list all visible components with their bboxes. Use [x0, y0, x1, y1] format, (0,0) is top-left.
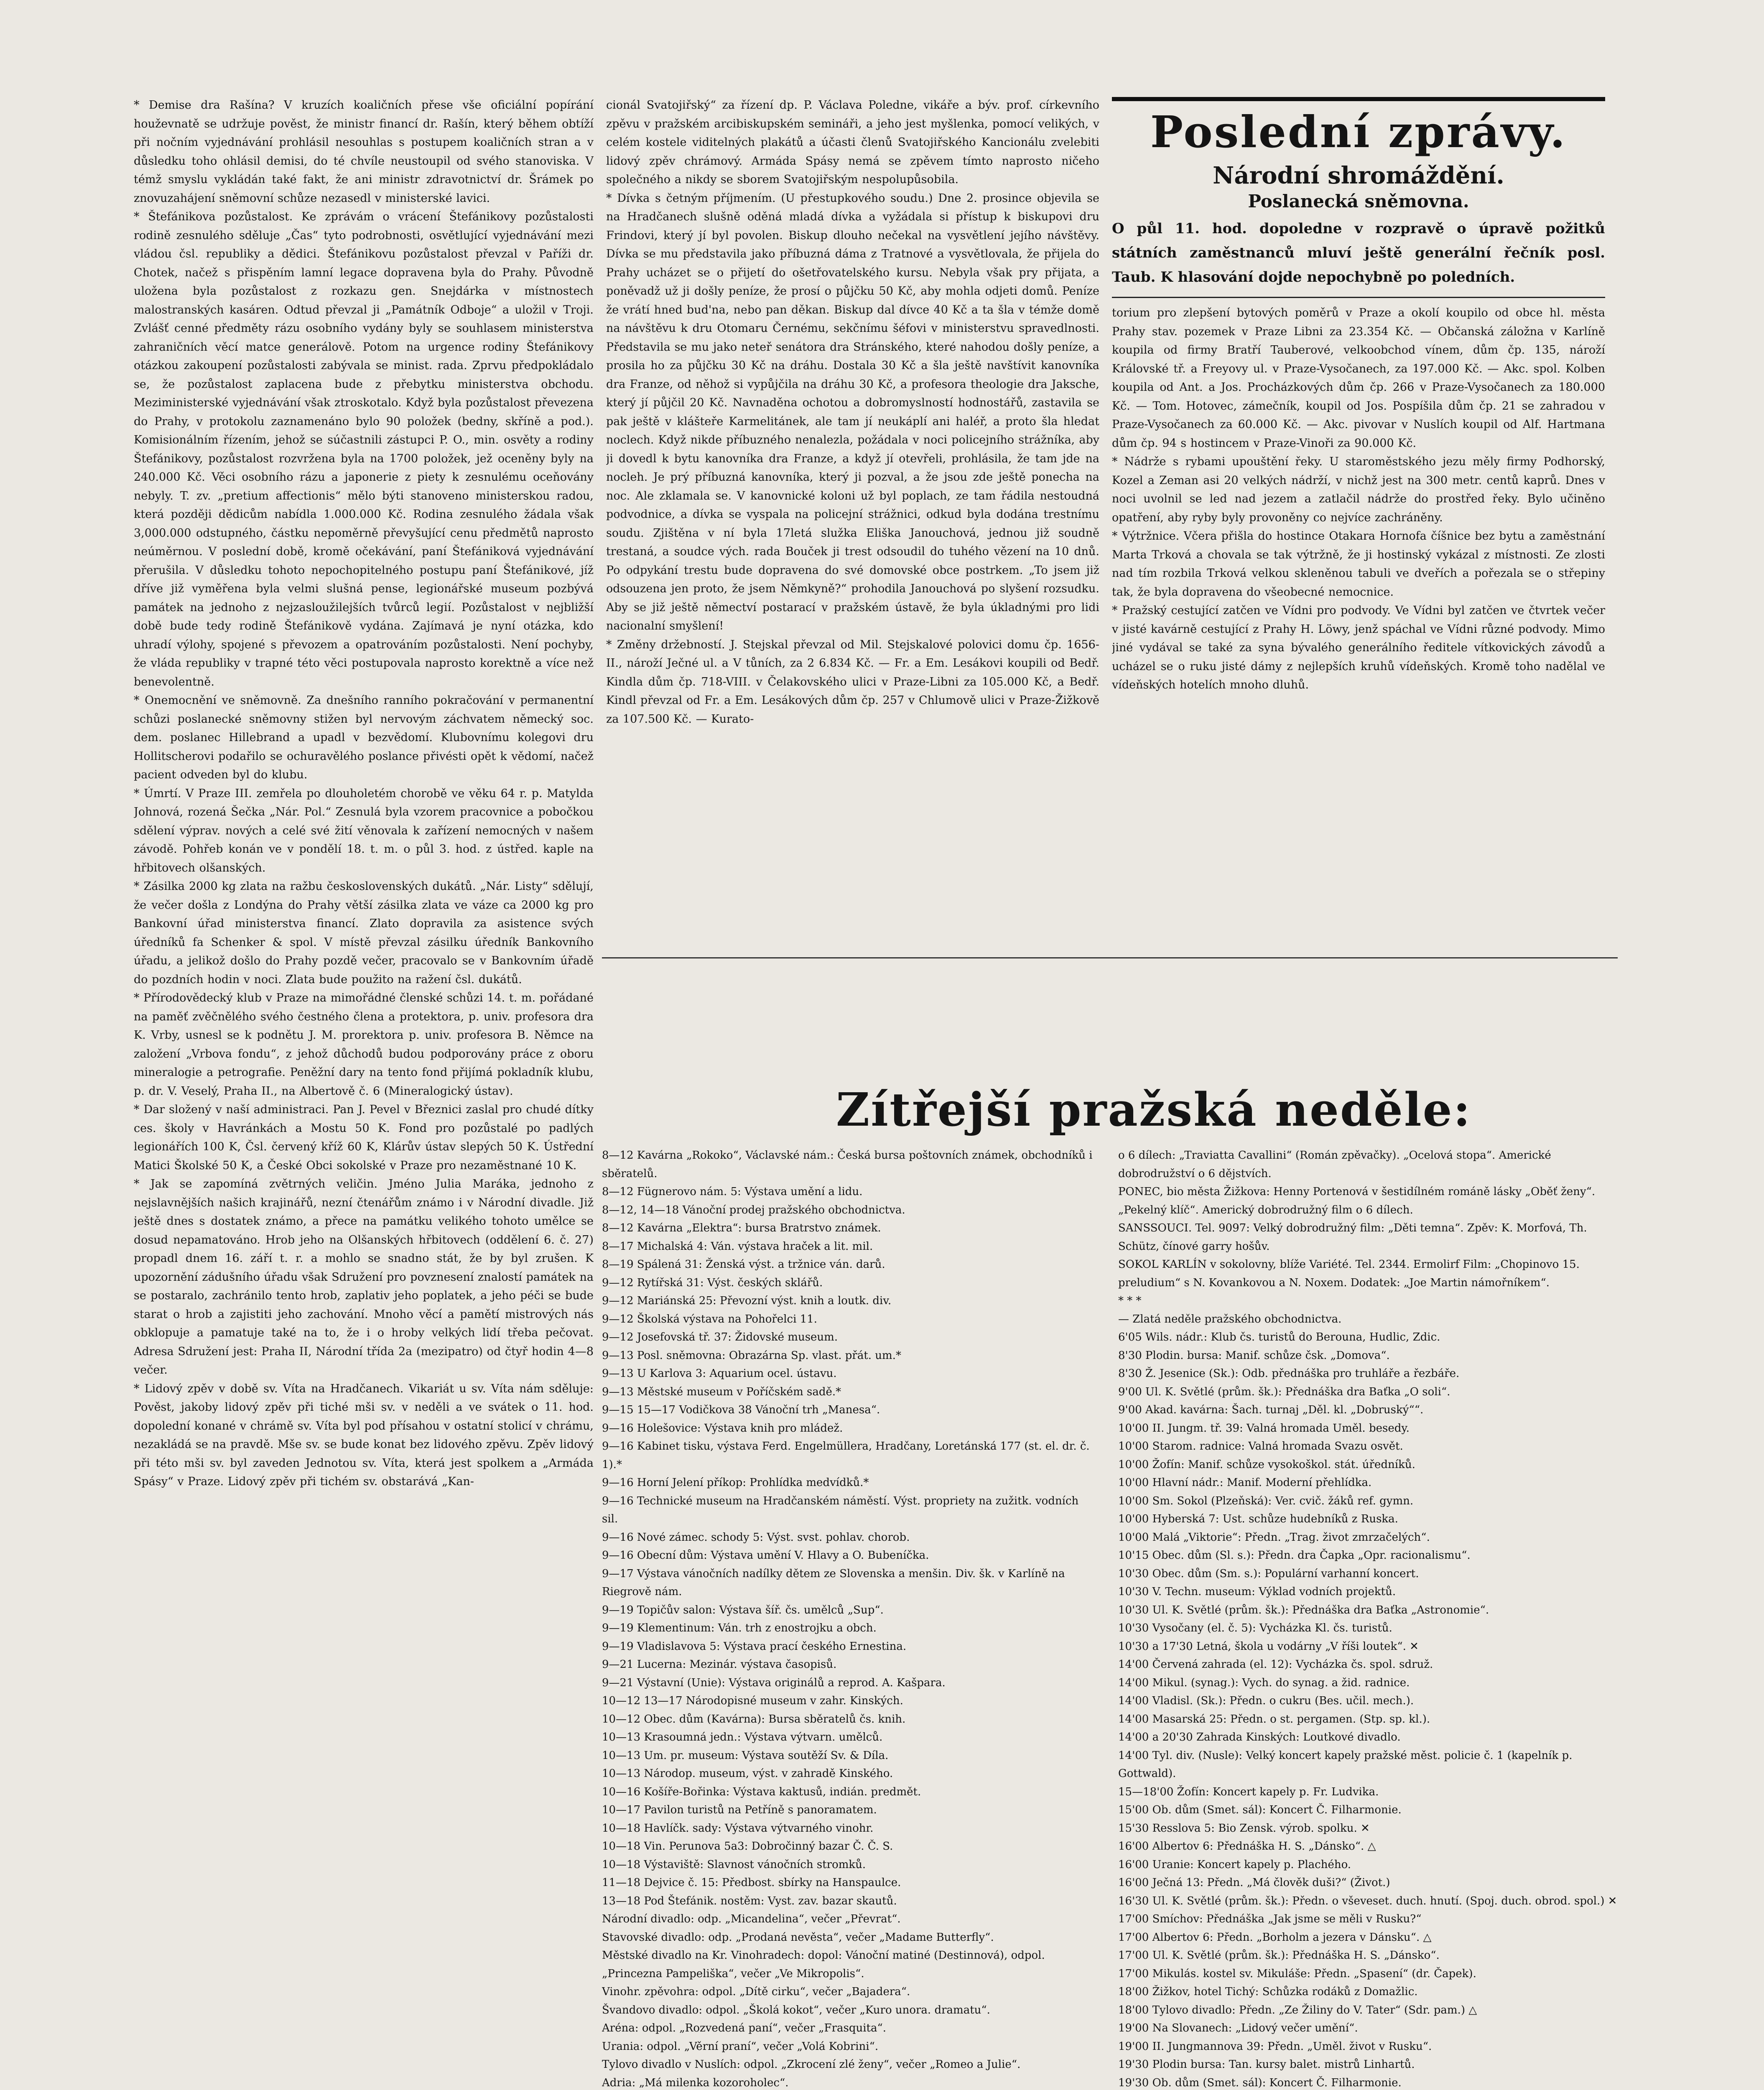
schedule-entry: 9—19 Vladislavova 5: Výstava prací českého Ernestina.	[602, 1640, 907, 1653]
banner-title: Poslední zprávy.	[1150, 106, 1567, 158]
schedule-entry: 8—12 Fügnerovo nám. 5: Výstava umění a lidu.	[602, 1185, 863, 1198]
schedule-entry: 17'00 Mikulás. kostel sv. Mikuláše: Předn. „Spasení“ (dr. Čapek).	[1118, 1967, 1476, 1980]
schedule-entry: 10'15 Obec. dům (Sl. s.): Předn. dra Čapka „Opr. racionalismu“.	[1118, 1549, 1471, 1562]
schedule-entry: Národní divadlo: odp. „Micandelina“, večer „Převrat“.	[602, 1913, 901, 1925]
schedule-entry: 14'00 Mikul. (synag.): Vych. do synag. a žid. radnice.	[1118, 1676, 1410, 1689]
schedule-entry: 10'30 V. Techn. museum: Výklad vodních projektů.	[1118, 1585, 1396, 1598]
schedule-entry: 19'00 II. Jungmannova 39: Předn. „Uměl. život v Rusku“.	[1118, 2040, 1432, 2053]
article: * Dívka s četným příjmením. (U přestupkového soudu.) Dne 2. prosince objevila se na Hradčanech slušně oděná mladá dívka a vyžádala si přístup k biskupovi dru Frindovi, který jí byl povolen. Biskup dlouho nečekal na vysvětlení jejího návštěvy. Dívka se mu představila jako příbuzná dáma z Tratnové a vysvětlovala, že přijela do Prahy ucházet se o přijetí do ošetřovatelského kursu. Nebyla však pry přijata, a poněvadž už ji došly peníze, že prosí o půjčku 50 Kč, aby mohla odjeti domů. Peníze že vrátí hned bud'na, nebo pan děkan. Biskup dal dívce 40 Kč a ta šla v témže domě na návštěvu k dru Otomaru Černému, sekčnímu šéfovi v ministerstvu spravedlnosti. Představila se mu jako neteř senátora dra Stránského, které nahodou došly peníze, a prosila ho za půjčku 30 Kč na dráhu. Dostala 30 Kč a šla ještě navštívit kanovníka dra Franze, od něhož si vypůjčila na dráhu 30 Kč, a profesora theologie dra Jaksche, který jí půjčil 20 Kč. Navnaděna ochotou a dobromyslností hodnostářů, zastavila se pak ještě v klášteře Karmelitánek, ale tam jí neukáplí ani haléř, a proto šla hledat noclech. Když nikde příbuzného nenalezla, požádala v noci policejního strážníka, aby ji dovedl k bytu kanovníka dra Franze, a když jí otevřeli, prohlásila, že tam jde na nocleh. Je prý příbuzná kanovníka, který ji pozval, a že jsou zde ještě ponecha na noc. Ale zklamala se. V kanovnické koloni už byl poplach, ze tam řádila nestoudná podvodnice, a dívka se vyspala na policejní strážnici, odkud byla dodána trestnímu soudu. Zjištěna v ní byla 17letá služka Eliška Janouchová, jednou již soudně trestaná, a soudce vých. rada Bouček ji trest odsoudil do tuhého vězení na 10 dnů. Po odpykání trestu bude dopravena do své domovské obce postrkem. „To jsem již odsouzena jen proto, že jsem Němkyně?“ prohodila Janouchová po slyšení rozsudku. Aby se již ještě němectví postarací v pražském ústavě, že byla úkladnými pro lidi nacionalní smyšlení!	[606, 191, 1099, 632]
schedule-entry: 14'00 Masarská 25: Předn. o st. pergamen. (Stp. sp. kl.).	[1118, 1713, 1430, 1726]
schedule-entry: 9—12 Rytířská 31: Výst. českých sklářů.	[602, 1276, 823, 1289]
schedule-entry: 15—18'00 Žofín: Koncert kapely p. Fr. Ludvika.	[1118, 1785, 1379, 1798]
schedule-entry: SANSSOUCI. Tel. 9097: Velký dobrodružný film: „Děti temna“. Zpěv: K. Morfová, Th. Schütz, čínové garry hošův.	[1118, 1222, 1587, 1253]
schedule-entry: 9—16 Technické museum na Hradčanském náměstí. Výst. propriety na zužitk. vodních sil.	[602, 1494, 1079, 1525]
schedule-entry: 10—18 Výstaviště: Slavnost vánočních stromků.	[602, 1858, 866, 1871]
schedule-entry: 14'00 Tyl. div. (Nusle): Velký koncert kapely pražské měst. policie č. 1 (kapelník p. Gottwald).	[1118, 1749, 1573, 1780]
schedule-entry: 18'00 Tylovo divadlo: Předn. „Ze Žiliny do V. Tater“ (Sdr. pam.) △	[1118, 2003, 1477, 2016]
schedule-entry: 19'00 Na Slovanech: „Lidový večer umění“.	[1118, 2022, 1358, 2034]
schedule-entry: 8—12, 14—18 Vánoční prodej pražského obchodnictva.	[602, 1203, 905, 1216]
divider	[602, 957, 1618, 958]
section-subheading: Poslanecká sněmovna.	[1248, 191, 1469, 212]
schedule-entry: 16'00 Uranie: Koncert kapely p. Plachého.	[1118, 1858, 1351, 1871]
schedule-entry: 10'30 Obec. dům (Sm. s.): Populární varhanní koncert.	[1118, 1567, 1419, 1580]
schedule-entry: 14'00 Vladisl. (Sk.): Předn. o cukru (Bes. učil. mech.).	[1118, 1695, 1414, 1707]
article: * Onemocnění ve sněmovně. Za dnešního ranního pokračování v permanentní schůzi poslanecké sněmovny stižen byl nervovým záchvatem německý soc. dem. poslanec Hillebrand a upadl v bezvědomí. Klubovnímu kolegovi dru Hollitscherovi podařilo se ochuravělého poslance přivésti opět k vědomí, načež pacient odveden byl do klubu.	[134, 694, 594, 781]
schedule-right-column	[1118, 1147, 1618, 2090]
schedule-entry: Tylovo divadlo v Nuslích: odpol. „Zkrocení zlé ženy“, večer „Romeo a Julie“.	[602, 2058, 1021, 2071]
schedule-entry: o 6 dílech: „Traviatta Cavallini“ (Román zpěvačky). „Ocelová stopa“. Americké dobrodružství o 6 dějstvích.	[1118, 1149, 1551, 1180]
schedule-entry: 17'00 Smíchov: Přednáška „Jak jsme se měli v Rusku?“	[1118, 1913, 1422, 1925]
schedule-entry: 15'30 Resslova 5: Bio Zensk. výrob. spolku. ✕	[1118, 1822, 1370, 1835]
schedule-entry: 18'00 Žižkov, hotel Tichý: Schůzka rodáků z Domažlic.	[1118, 1986, 1418, 1998]
schedule-entry: 10—13 Národop. museum, výst. v zahradě Kinského.	[602, 1767, 893, 1780]
schedule-entry: 19'30 Plodin bursa: Tan. kursy balet. mistrů Linhartů.	[1118, 2058, 1415, 2071]
article: * Pražský cestující zatčen ve Vídni pro podvody. Ve Vídni byl zatčen ve čtvrtek večer v jisté kavárně cestující z Prahy H. Löwy, jenž spáchal ve Vídni různé podvody. Mimo jiné vydával se také za syna bývalého generálního ředitele vítkovických závodů a ucházel se o ruku jisté dámy z nejlepších kruhů vídeňských. Kromě toho nadělal ve vídeňských hotelích mnoho dluhů.	[1112, 604, 1605, 691]
schedule-entry: 10—12 13—17 Národopisné museum v zahr. Kinských.	[602, 1695, 903, 1707]
article: * Dar složený v naší administraci. Pan J. Pevel v Březnici zaslal pro chudé dítky ces. školy v Havránkách a Mostu 50 K. Fond pro pozůstalé po padlých legionářích 100 K, Čsl. červený kříž 60 K, Klárův ústav slepých 50 K. Ústřední Matici Školské 50 K, a České Obci sokolské v Praze pro nezaměstnané 10 K.	[134, 1103, 594, 1172]
schedule-entry: 8—12 Kavárna „Rokoko“, Václavské nám.: Česká bursa poštovních známek, obchodníků i sběratelů.	[602, 1149, 1093, 1180]
schedule-entry: 17'00 Albertov 6: Předn. „Borholm a jezera v Dánsku“. △	[1118, 1931, 1432, 1944]
schedule-entry: 14'00 a 20'30 Zahrada Kinských: Loutkové divadlo.	[1118, 1731, 1401, 1743]
schedule-entry: 9—21 Lucerna: Mezinár. výstava časopisů.	[602, 1658, 837, 1671]
schedule-entry: 9—19 Topičův salon: Výstava šíř. čs. umělců „Sup“.	[602, 1603, 884, 1616]
schedule-entry: 9—16 Nové zámec. schody 5: Výst. svst. pohlav. chorob.	[602, 1531, 910, 1544]
schedule-entry: 9'00 Akad. kavárna: Šach. turnaj „Děl. kl. „Dobruský““.	[1118, 1404, 1424, 1416]
article: * Nádrže s rybami upouštění řeky. U staroměstského jezu měly firmy Podhorský, Kozel a Zeman asi 20 velkých nádrží, v nichž jest na 300 metr. centů kaprů. Dnes v noci uvolnil se led nad jezem a zatlačil nádrže do prostřed řeky. Bylo učiněno opatření, aby ryby byly provoněny co nejvíce zachráněny.	[1112, 455, 1605, 524]
schedule-entry: 15'00 Ob. dům (Smet. sál): Koncert Č. Filharmonie.	[1118, 1804, 1402, 1816]
schedule-entry: 9—16 Horní Jelení příkop: Prohlídka medvídků.*	[602, 1476, 869, 1489]
schedule-entry: 10—16 Košíře-Bořinka: Výstava kaktusů, indián. predmět.	[602, 1785, 921, 1798]
schedule-entry: 10'00 Žofín: Manif. schůze vysokoškol. stát. úředníků.	[1118, 1458, 1415, 1471]
schedule-entry: 9—16 Kabinet tisku, výstava Ferd. Engelmüllera, Hradčany, Loretánská 177 (st. el. dr. č. 1).*	[602, 1440, 1090, 1471]
article: * Lidový zpěv v době sv. Víta na Hradčanech. Vikariát u sv. Víta nám sděluje: Pověst, jakoby lidový zpěv při tiché mši sv. v neděli a ve svátek o 11. hod. dopolední konané v chrámě sv. Víta byl pod přísahou v ostatní stolicí v chrámu, nezakládá se na pravdě. Mše sv. se bude konat bez lidového zpěvu. Zpěv lidový při této mši sv. byl zaveden Jednotou sv. Víta, která jest spolkem a „Armáda Spásy“ v Praze. Lidový zpěv při tichém sv. obstarává „Kan-	[134, 1382, 594, 1488]
breaking-news-text: O půl 11. hod. dopoledne v rozpravě o úpravě požitků státních zaměstnanců mluví ještě generální řečník posl. Taub. K hlasování dojde nepochybně po poledních.	[1112, 220, 1605, 285]
schedule-entry: 9—19 Klementinum: Ván. trh z enostrojku a obch.	[602, 1622, 877, 1634]
schedule-entry: 8—17 Michalská 4: Ván. výstava hraček a lit. mil.	[602, 1240, 873, 1253]
schedule-title: Zítřejší pražská neděle:	[836, 1083, 1472, 1137]
schedule-entry: 10'00 II. Jungm. tř. 39: Valná hromada Uměl. besedy.	[1118, 1422, 1410, 1435]
schedule-entry: 9—13 Městské museum v Poříčském sadě.*	[602, 1385, 841, 1398]
article: * Výtržnice. Včera přišla do hostince Otakara Hornofa číšnice bez bytu a zaměstnání Marta Trková a chovala se tak výtržně, že ji hostinský vykázal z místnosti. Ze zlosti nad tím rozbila Trková velkou skleněnou tabuli ve dveřích a pořezala se o střepiny tak, že byla dopravena do všeobecné nemocnice.	[1112, 530, 1605, 599]
schedule-entry: 9'00 Ul. K. Světlé (prům. šk.): Přednáška dra Baťka „O soli“.	[1118, 1385, 1450, 1398]
schedule-entry: 9—15 15—17 Vodičkova 38 Vánoční trh „Manesa“.	[602, 1404, 880, 1416]
article: * Zásilka 2000 kg zlata na ražbu československých dukátů. „Nár. Listy“ sdělují, že večer došla z Londýna do Prahy větší zásilka zlata ve váze ca 2000 kg pro Bankovní úřad ministerstva financí. Zlato dopravila za asistence svých úředníků fa Schenker & spol. V místě převzal zásilku úředník Bankovního úřadu, a jelikož došlo do Prahy pozdě večer, pracovalo se v Bankovním úřadě do pozdních hodin v noci. Zlata bude použito na ražení čsl. dukátů.	[134, 880, 594, 986]
schedule-entry: 17'00 Ul. K. Světlé (prům. šk.): Přednáška H. S. „Dánsko“.	[1118, 1949, 1440, 1962]
schedule-entry: 9—16 Obecní dům: Výstava umění V. Hlavy a O. Bubeníčka.	[602, 1549, 929, 1562]
schedule-entry: 10'30 Ul. K. Světlé (prům. šk.): Přednáška dra Baťka „Astronomie“.	[1118, 1603, 1489, 1616]
schedule-entry: 11—18 Dejvice č. 15: Předbost. sbírky na Hanspaulce.	[602, 1876, 901, 1889]
schedule-entry: Aréna: odpol. „Rozvedená paní“, večer „Frasquita“.	[602, 2022, 887, 2034]
schedule-entry: SOKOL KARLÍN v sokolovny, blíže Variété. Tel. 2344. Ermolirf Film: „Chopinovo 15. preludium“ s N. Kovankovou a N. Noxem. Dodatek: „Joe Martin námořníkem“.	[1118, 1258, 1580, 1289]
schedule-entry: Stavovské divadlo: odp. „Prodaná nevěsta“, večer „Madame Butterfly“.	[602, 1931, 994, 1944]
schedule-entry: 10—18 Vin. Perunova 5a3: Dobročinný bazar Č. Č. S.	[602, 1840, 893, 1853]
schedule-entry: 6'05 Wils. nádr.: Klub čs. turistů do Berouna, Hudlic, Zdic.	[1118, 1331, 1440, 1343]
schedule-entry: 9—12 Mariánská 25: Převozní výst. knih a loutk. div.	[602, 1295, 892, 1307]
schedule-entry: 14'00 Červená zahrada (el. 12): Vycházka čs. spol. sdruž.	[1118, 1658, 1433, 1671]
divider	[1112, 297, 1605, 298]
schedule-entry: 10'30 a 17'30 Letná, škola u vodárny „V říši loutek“. ✕	[1118, 1640, 1419, 1653]
schedule-entry: 10'00 Hlavní nádr.: Manif. Moderní přehlídka.	[1118, 1476, 1372, 1489]
schedule-entry: 10—17 Pavilon turistů na Petříně s panoramatem.	[602, 1804, 877, 1816]
article: torium pro zlepšení bytových poměrů v Praze a okolí koupilo od obce hl. města Prahy stav. pozemek v Praze Libni za 23.354 Kč. — Občanská záložna v Karlíně koupila od firmy Bratří Tauberové, velkoobchod vínem, dům čp. 135, nároží Královské tř. a Freyovy ul. v Praze-Vysočanech, za 197.000 Kč. — Akc. spol. Kolben koupila od Ant. a Jos. Procházkových dům čp. 266 v Praze-Vysočanech za 180.000 Kč. — Tom. Hotovec, zámečník, koupil od Jos. Pospíšila dům čp. 21 se zahradou v Praze-Vysočanech za 60.000 Kč. — Akc. pivovar v Nuslích koupil od Alf. Hartmana dům čp. 94 s hostincem v Praze-Vinoři za 90.000 Kč.	[1112, 306, 1605, 450]
schedule-entry: 9—17 Výstava vánočních nadílky dětem ze Slovenska a menšin. Div. šk. v Karlíně na Riegrově nám.	[602, 1567, 1065, 1598]
article: * Změny držebností. J. Stejskal převzal od Mil. Stejskalové polovici domu čp. 1656-II., nároží Ječné ul. a V tůních, za 2 6.834 Kč. — Fr. a Em. Lesákovi koupili od Bedř. Kindla dům čp. 718-VIII. v Čelakovského ulici v Praze-Libni za 105.000 Kč, a Bedř. Kindl převzal od Fr. a Em. Lesákových dům čp. 257 v Chlumově ulici v Praze-Žižkově za 107.500 Kč. — Kurato-	[606, 638, 1099, 726]
column-right	[1112, 96, 1605, 953]
schedule-entry: 8—12 Kavárna „Elektra“: bursa Bratrstvo známek.	[602, 1222, 881, 1234]
schedule-entry: — Zlatá neděle pražského obchodnictva.	[1118, 1313, 1342, 1325]
column-left	[134, 96, 594, 2090]
column-middle	[606, 96, 1099, 953]
article: * Úmrtí. V Praze III. zemřela po dlouholetém chorobě ve věku 64 r. p. Matylda Johnová, rozená Šečka „Nár. Pol.“ Zesnulá byla vzorem pracovnice a pobočkou sdělení výprav. nových a celé své žití věnovala k zařízení nemocných v našem závodě. Pohřeb konán ve v pondělí 18. t. m. o půl 3. hod. z ústřed. kaple na hřbitovech olšanských.	[134, 787, 594, 874]
schedule-entry: Městské divadlo na Kr. Vinohradech: dopol: Vánoční matiné (Destinnová), odpol. „Princezna Pampeliška“, večer „Ve Mikropolis“.	[602, 1949, 1045, 1980]
schedule-entry: 10'00 Malá „Viktorie“: Předn. „Trag. život zmrzačelých“.	[1118, 1531, 1430, 1544]
schedule-entry: 10—13 Um. pr. museum: Výstava soutěží Sv. & Díla.	[602, 1749, 889, 1762]
schedule-left-column	[602, 1147, 1097, 2090]
schedule-entry: 16'00 Albertov 6: Přednáška H. S. „Dánsko“. △	[1118, 1840, 1376, 1853]
article: * Přírodovědecký klub v Praze na mimořádné členské schůzi 14. t. m. pořádané na paměť zvěčnělého svého čestného člena a protektora, p. univ. profesora dra K. Vrby, usnesl se k podnětu J. M. prorektora p. univ. profesora B. Němce na založení „Vrbova fondu“, z jehož důchodů budou podporovány práce z oboru mineralogie a petrografie. Peněžní dary na tento fond přijímá pokladník klubu, p. dr. V. Veselý, Praha II., na Albertově č. 6 (Mineralogický ústav).	[134, 991, 594, 1098]
schedule-entry: 10'00 Sm. Sokol (Plzeňská): Ver. cvič. žáků ref. gymn.	[1118, 1494, 1414, 1507]
schedule-entry: 9—12 Josefovská tř. 37: Židovské museum.	[602, 1331, 838, 1343]
schedule-section	[602, 1083, 1618, 2090]
schedule-entry: 16'00 Ječná 13: Předn. „Má člověk duši?“ (Život.)	[1118, 1876, 1390, 1889]
schedule-entry: * * *	[1118, 1295, 1142, 1307]
schedule-entry: 19'30 Ob. dům (Smet. sál): Koncert Č. Filharmonie.	[1118, 2076, 1402, 2089]
article: * Štefánikova pozůstalost. Ke zprávám o vrácení Štefánikovy pozůstalosti rodině zesnulého sděluje „Čas“ tyto podrobnosti, osvětlující vyjednávání mezi vládou čsl. republiky a dědici. Štefánikovu pozůstalost převzal v Paříži dr. Chotek, načež s přispěním lamní legace dopravena byla do Prahy. Původně uložena byla pozůstalost z rozkazu gen. Snejdárka v místnostech malostranských kasáren. Odtud převzal ji „Památník Odboje“ a uložil v Troji. Zvlášť cenné předměty rázu osobního vydány byly se souhlasem ministerstva zahraničních věcí matce generálově. Potom na urgence rodiny Štefánikovy otázkou zakoupení pozůstalosti zabývala se minist. rada. Zprvu předpokládalo se, že pozůstalost zaplacena bude z přebytku ministerstva obchodu. Meziministerské vyjednávání však ztroskotalo. Když byla pozůstalost převezena do Prahy, v protokolu zaznamenáno bylo 90 položek (bedny, skříně a pod.). Komisionálním řízením, jehož se súčastnili zástupci P. O., min. osvěty a rodiny Štefánikovy, pozůstalost rozvržena byla na 1700 položek, jež oceněny byly na 240.000 Kč. Věci osobního rázu a japonerie z piety k zesnulému oceňovány nebyly. T. zv. „pretium affectionis“ mělo býti stanoveno ministerskou radou, která později dědicům nabídla 1.000.000 Kč. Rodina zesnulého žádala však 3,000.000 odstupného, částku nepoměrně převyšující cenu předmětů naprosto neúměrnou. V poslední době, kromě očekávání, paní Štefániková vyjednávání přerušila. V důsledku tohoto nepochopitelného postupu paní Štefánikové, jíž dříve již vyměřena byla velmi slušná pense, legionářské museum pozbývá památek na jednoho z nejzasloužilejších tvůrců legií. Pozůstalost v nejbližší době bude tedy rodině Štefánikově vydána. Zajímavá je nyní otázka, kdo uhradí výlohy, spojené s převozem a opatrováním pozůstalosti. Není pochyby, že vláda republiky v trapné této věci postupovala naprosto korektně a více než benevolentně.	[134, 210, 594, 688]
schedule-entry: Vinohr. zpěvohra: odpol. „Dítě cirku“, večer „Bajadera“.	[602, 1986, 910, 1998]
article: cionál Svatojiřský“ za řízení dp. P. Václava Poledne, vikáře a býv. prof. církevního zpěvu v pražském arcibiskupském semináři, a jeho jest myšlenka, pomocí velikých, v celém kostele viditelných plakátů a účasti členů Svatojiřského Kancionálu zvelebiti lidový zpěv chrámový. Armáda Spásy nemá se zpěvem tímto naprosto ničeho společného a nikdy se sborem Svatojiřským nespolupůsobila.	[606, 99, 1099, 186]
schedule-entry: 10—18 Havlíčk. sady: Výstava výtvarného vinohr.	[602, 1822, 874, 1835]
article: * Jak se zapomíná zvětrných veličin. Jméno Julia Marákа, jednoho z nejslavnějších našich krajinářů, nezní čtenářům známo i v Národní divadle. Již ještě dnes s dostatek známo, a přece na památku velikého tohoto umělce se dosud nepamatováno. Hrob jeho na Olšanských hřbitovech (oddělení 6. č. 27) propadl dnem 16. září t. r. a mohlo se snadno stát, že by byl zrušen. K upozornění zádušního úřadu však Sdružení pro povznesení znalostí památek na se postaralo, zachránilo tento hrob, zaplativ jeho poplatek, a jeho péči se bude starat o hrob a zajistiti jeho zachování. Mnoho věcí a pamětí mistrových nás obklopuje a pamatuje také na to, že i o hroby velkých lidí třeba pečovat. Adresa Sdružení jest: Praha II, Národní třída 2a (mezipatro) od čtyř hodin 4—8 večer.	[134, 1178, 594, 1376]
banner-rule	[1112, 97, 1605, 101]
schedule-entry: 9—16 Holešovice: Výstava knih pro mládež.	[602, 1422, 843, 1435]
schedule-entry: 10'00 Hyberská 7: Ust. schůze hudebníků z Ruska.	[1118, 1513, 1398, 1525]
schedule-entry: 9—21 Výstavní (Unie): Výstava originálů a reprod. A. Kašpara.	[602, 1676, 946, 1689]
schedule-entry: Švandovo divadlo: odpol. „Školá kokot“, večer „Kuro unora. dramatu“.	[602, 2003, 990, 2016]
schedule-entry: 10—12 Obec. dům (Kavárna): Bursa sběratelů čs. knih.	[602, 1713, 906, 1726]
schedule-entry: 9—13 Posl. sněmovna: Obrazárna Sp. vlast. přát. um.*	[602, 1349, 901, 1362]
schedule-entry: Adria: „Má milenka kozoroholec“.	[602, 2076, 789, 2089]
article: * Demise dra Rašína? V kruzích koaličních přese vše oficiální popírání houževnatě se udržuje pověst, že ministr financí dr. Rašín, který během obtíží při nočním vyjednávání prohlásil nesouhlas s postupem koaličních stran a v důsledku toho ohlásil demisi, do té chvíle neustoupil od svého stanoviska. V témž smyslu vykládán také fakt, že ani ministr zdravotnictví dr. Šrámek po znovuzahájení sněmovní schůze nezasedl v ministerské lavici.	[134, 99, 594, 205]
schedule-entry: 8'30 Plodin. bursa: Manif. schůze čsk. „Domova“.	[1118, 1349, 1390, 1362]
schedule-entry: 8—19 Spálená 31: Ženská výst. a tržnice ván. darů.	[602, 1258, 885, 1271]
schedule-entry: 8'30 Ž. Jesenice (Sk.): Odb. přednáška pro truhláře a řezbáře.	[1118, 1367, 1460, 1380]
schedule-entry: 10'30 Vysočany (el. č. 5): Vycházka Kl. čs. turistů.	[1118, 1622, 1392, 1634]
schedule-entry: 10'00 Starom. radnice: Valná hromada Svazu osvět.	[1118, 1440, 1403, 1453]
schedule-entry: Urania: odpol. „Věrní praní“, večer „Volá Kobrini“.	[602, 2040, 879, 2053]
schedule-entry: 9—12 Školská výstava na Pohořelci 11.	[602, 1313, 818, 1325]
schedule-entry: 10—13 Krasoumná jedn.: Výstava výtvarn. umělců.	[602, 1731, 883, 1743]
schedule-entry: 16'30 Ul. K. Světlé (prům. šk.): Předn. o vševeset. duch. hnutí. (Spoj. duch. obrod. spol.) ✕	[1118, 1894, 1617, 1907]
schedule-entry: 9—13 U Karlova 3: Aquarium ocel. ústavu.	[602, 1367, 837, 1380]
section-heading: Národní shromáždění.	[1213, 162, 1504, 189]
schedule-entry: PONEC, bio města Žižkova: Henny Portenová v šestidílném románě lásky „Oběť ženy“. „Pekelný klíč“. Americký dobrodružný film o 6 dílech.	[1118, 1185, 1596, 1216]
schedule-entry: 13—18 Pod Štefánik. nostěm: Vyst. zav. bazar skautů.	[602, 1894, 897, 1907]
